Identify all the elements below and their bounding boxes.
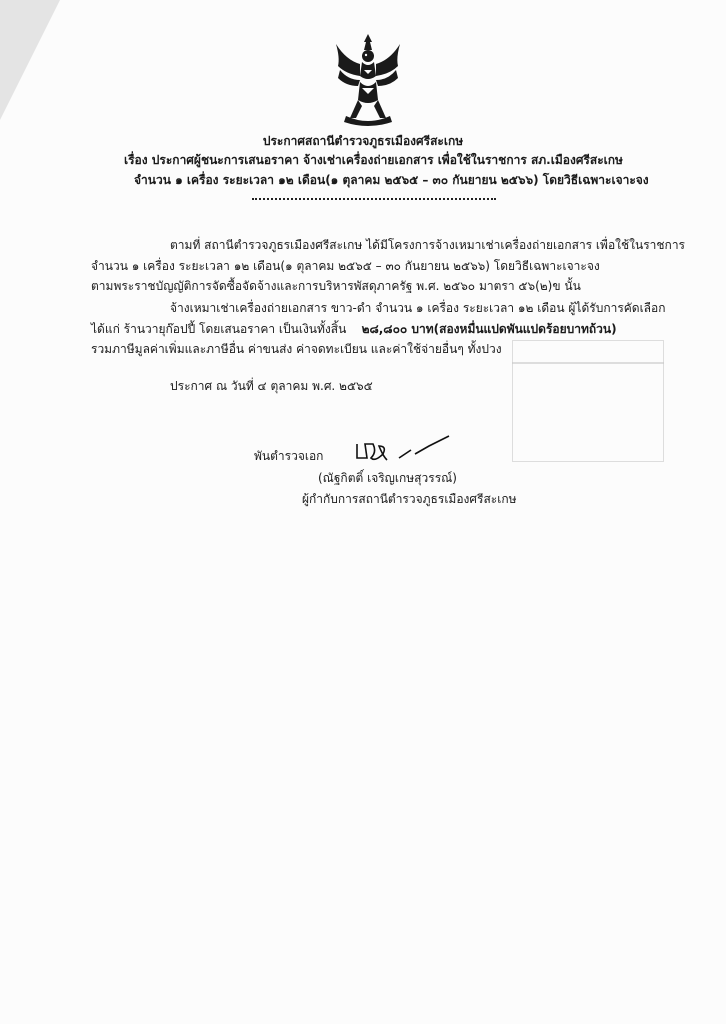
- announcement-date: ประกาศ ณ วันที่ ๔ ตุลาคม พ.ศ. ๒๕๖๕: [170, 379, 373, 393]
- winner-and-price-text: ได้แก่ ร้านวายุก๊อปปี้ โดยเสนอราคา เป็นเงินทั้งสิ้น: [91, 322, 347, 336]
- separator-dotted-line: [252, 198, 496, 200]
- paragraph-1-line-1: ตามที่ สถานีตำรวจภูธรเมืองศรีสะเกษ ได้มีโครงการจ้างเหมาเช่าเครื่องถ่ายเอกสาร เพื่อใช้ในราชการ: [170, 238, 685, 252]
- signer-position: ผู้กำกับการสถานีตำรวจภูธรเมืองศรีสะเกษ: [302, 492, 517, 506]
- paragraph-2-line-2: [91, 321, 617, 337]
- paragraph-2-line-3: รวมภาษีมูลค่าเพิ่มและภาษีอื่น ค่าขนส่ง ค่าจดทะเบียน และค่าใช้จ่ายอื่นๆ ทั้งปวง: [91, 342, 502, 356]
- paragraph-2-line-1: จ้างเหมาเช่าเครื่องถ่ายเอกสาร ขาว-ดำ จำนวน ๑ เครื่อง ระยะเวลา ๑๒ เดือน ผู้ได้รับการคัดเลือก: [170, 301, 666, 315]
- contract-amount: ๒๘,๘๐๐ บาท(สองหมื่นแปดพันแปดร้อยบาทถ้วน): [361, 322, 617, 336]
- subject-line: เรื่อง ประกาศผู้ชนะการเสนอราคา จ้างเช่าเครื่องถ่ายเอกสาร เพื่อใช้ในราชการ สภ.เมืองศรีสะเกษ: [124, 153, 623, 167]
- bleed-through-table-rule: [512, 362, 664, 364]
- signer-rank: พันตำรวจเอก: [254, 449, 324, 463]
- signer-name: (ณัฐกิตติ์ เจริญเกษสุวรรณ์): [318, 471, 457, 485]
- handwritten-signature: [353, 432, 458, 466]
- announcement-title: ประกาศสถานีตำรวจภูธรเมืองศรีสะเกษ: [262, 134, 464, 148]
- subject-line-2: จำนวน ๑ เครื่อง ระยะเวลา ๑๒ เดือน(๑ ตุลาคม ๒๕๖๕ – ๓๐ กันยายน ๒๕๖๖) โดยวิธีเฉพาะเจาะจง: [134, 173, 649, 187]
- garuda-emblem-icon: [332, 30, 404, 130]
- paragraph-1-line-3: ตามพระราชบัญญัติการจัดซื้อจัดจ้างและการบริหารพัสดุภาครัฐ พ.ศ. ๒๕๖๐ มาตรา ๕๖(๒)ข นั้น: [91, 279, 581, 293]
- bleed-through-table: [512, 340, 664, 462]
- scan-corner-shadow: [0, 0, 60, 120]
- paragraph-1-line-2: จำนวน ๑ เครื่อง ระยะเวลา ๑๒ เดือน(๑ ตุลาคม ๒๕๖๕ – ๓๐ กันยายน ๒๕๖๖) โดยวิธีเฉพาะเจาะจง: [91, 259, 600, 273]
